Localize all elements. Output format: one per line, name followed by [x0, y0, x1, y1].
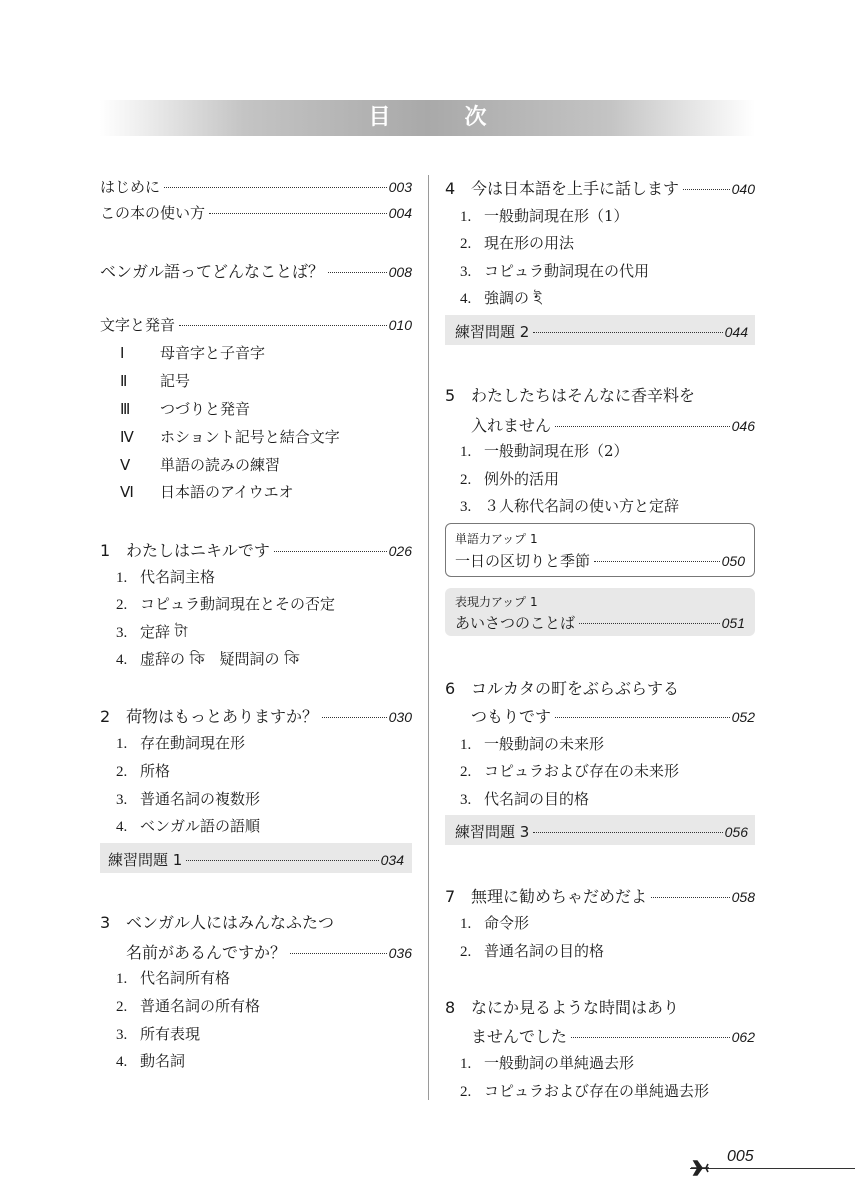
list-item: 1. 代名詞主格 — [116, 568, 216, 586]
list-item: 4. 動名詞 — [116, 1052, 186, 1070]
chapter-title-cont: 名前があるんですか？ — [126, 943, 287, 962]
entry-label: この本の使い方 — [100, 204, 206, 222]
dot-leader — [651, 897, 730, 898]
chapter-number: 4 — [445, 179, 456, 198]
chapter-page: 062 — [731, 1029, 755, 1045]
list-item: 2. 例外的活用 — [460, 470, 560, 488]
dot-leader — [179, 325, 387, 326]
toc-chapter-4[interactable] — [445, 176, 755, 199]
toc-entry-hajimeni[interactable] — [100, 176, 412, 197]
chapter-number: 1 — [100, 541, 111, 560]
chapter-title: ベンガル人にはみんなふたつ — [126, 913, 335, 932]
page-number: 005 — [727, 1148, 754, 1165]
entry-page: 003 — [388, 179, 412, 195]
list-item: 3. 代名詞の目的格 — [460, 790, 590, 808]
chapter-title: 荷物はもっとありますか？ — [126, 707, 319, 726]
entry-page: 010 — [388, 317, 412, 333]
toc-chapter-5-line2[interactable] — [471, 413, 755, 436]
dot-leader — [555, 717, 730, 718]
list-item: Ⅱ 記号 — [120, 372, 191, 390]
chapter-title-cont: ませんでした — [471, 1027, 568, 1046]
chapter-title-cont: 入れません — [471, 416, 552, 435]
chapter-number: 3 — [100, 913, 111, 932]
dot-leader — [290, 953, 387, 954]
page-title: 目 次 — [368, 105, 513, 130]
list-item: 1. 一般動詞現在形（2） — [460, 442, 629, 460]
chapter-page: 040 — [731, 181, 755, 197]
list-item: 2. 普通名詞の所有格 — [116, 997, 261, 1015]
exercise-page: 044 — [724, 324, 748, 340]
expression-page: 051 — [721, 615, 745, 631]
list-item: 1. 存在動詞現在形 — [116, 734, 246, 752]
vocab-box-label: 単語力アップ 1 — [455, 532, 538, 546]
chapter-title: 無理に勧めちゃだめだよ — [471, 887, 648, 906]
toc-chapter-8-line1[interactable] — [445, 995, 679, 1018]
toc-exercise-2[interactable] — [455, 321, 748, 342]
entry-label: ベンガル語ってどんなことば？ — [100, 262, 325, 281]
expression-title: あいさつのことば — [455, 614, 576, 632]
dot-leader — [533, 332, 722, 333]
dot-leader — [328, 272, 387, 273]
list-item: 2. コピュラ動詞現在とその否定 — [116, 595, 336, 613]
list-item: 4. 強調の ই — [460, 289, 542, 307]
dot-leader — [571, 1037, 730, 1038]
toc-exercise-3[interactable] — [455, 821, 748, 842]
list-item: 3. 普通名詞の複数形 — [116, 790, 261, 808]
entry-label: 文字と発音 — [100, 316, 176, 334]
list-item: 2. コピュラおよび存在の未来形 — [460, 762, 680, 780]
exercise-page: 056 — [724, 824, 748, 840]
list-item: 4. ベンガル語の語順 — [116, 817, 261, 835]
toc-chapter-2[interactable] — [100, 704, 412, 727]
toc-chapter-6-line2[interactable] — [471, 704, 755, 727]
entry-label: はじめに — [100, 178, 161, 196]
chapter-page: 026 — [388, 543, 412, 559]
chapter-page: 058 — [731, 889, 755, 905]
chapter-number: 7 — [445, 887, 456, 906]
list-item: 1. 一般動詞の未来形 — [460, 735, 605, 753]
chapter-number: 6 — [445, 679, 456, 698]
list-item: 3. 所有表現 — [116, 1025, 201, 1043]
list-item: Ⅲ つづりと発音 — [120, 400, 251, 418]
dot-leader — [164, 187, 387, 188]
chapter-title: コルカタの町をぶらぶらする — [471, 679, 680, 698]
dot-leader — [594, 561, 720, 562]
list-item: 3. 定辞 টা — [116, 623, 188, 641]
list-item: 2. 普通名詞の目的格 — [460, 942, 605, 960]
title-band — [100, 100, 755, 136]
toc-entry-tsukaikata[interactable] — [100, 202, 412, 223]
dot-leader — [322, 717, 387, 718]
dot-leader — [209, 213, 387, 214]
list-item: 4. 虚辞の কি 疑問詞の কি — [116, 650, 300, 668]
list-item: 2. コピュラおよび存在の単純過去形 — [460, 1082, 710, 1100]
dot-leader — [555, 426, 730, 427]
list-item: 2. 所格 — [116, 762, 171, 780]
list-item: 3. コピュラ動詞現在の代用 — [460, 262, 650, 280]
chapter-page: 030 — [388, 709, 412, 725]
list-item: Ⅴ 単語の読みの練習 — [120, 456, 281, 474]
chapter-title: なにか見るような時間はあり — [471, 998, 680, 1017]
dot-leader — [274, 551, 387, 552]
chapter-page: 052 — [731, 709, 755, 725]
list-item: 1. 一般動詞の単純過去形 — [460, 1054, 635, 1072]
toc-exercise-1[interactable] — [108, 849, 404, 870]
list-item: 1. 一般動詞現在形（1） — [460, 207, 629, 225]
toc-chapter-3-line2[interactable] — [126, 940, 412, 963]
chapter-page: 046 — [731, 418, 755, 434]
entry-page: 004 — [388, 205, 412, 221]
chapter-title: わたしはニキルです — [126, 541, 270, 560]
entry-page: 008 — [388, 264, 412, 280]
list-item: 3. ３人称代名詞の使い方と定辞 — [460, 497, 680, 515]
dot-leader — [533, 832, 722, 833]
exercise-label: 練習問題 3 — [455, 823, 530, 841]
toc-entry-bengali[interactable] — [100, 259, 412, 282]
toc-chapter-3-line1[interactable] — [100, 910, 334, 933]
chapter-title: 今は日本語を上手に話します — [471, 179, 680, 198]
vocab-title: 一日の区切りと季節 — [455, 552, 591, 570]
toc-chapter-1[interactable] — [100, 538, 412, 561]
toc-chapter-5-line1[interactable] — [445, 383, 695, 406]
list-item: 1. 代名詞所有格 — [116, 969, 231, 987]
expression-box-label: 表現力アップ 1 — [455, 595, 538, 609]
list-item: Ⅰ 母音字と子音字 — [120, 344, 266, 362]
list-item: Ⅳ ホショント記号と結合文字 — [120, 428, 340, 446]
chapter-number: 5 — [445, 386, 456, 405]
dot-leader — [186, 860, 378, 861]
chapter-title-cont: つもりです — [471, 707, 552, 726]
toc-entry-moji[interactable] — [100, 314, 412, 335]
toc-vocab-1[interactable] — [455, 550, 745, 571]
exercise-label: 練習問題 1 — [108, 851, 183, 869]
list-item: 1. 命令形 — [460, 914, 530, 932]
dot-leader — [683, 189, 730, 190]
chapter-number: 8 — [445, 998, 456, 1017]
toc-chapter-8-line2[interactable] — [471, 1024, 755, 1047]
footer-rule — [690, 1168, 855, 1169]
chapter-page: 036 — [388, 945, 412, 961]
vocab-page: 050 — [721, 553, 745, 569]
list-item: 2. 現在形の用法 — [460, 234, 575, 252]
exercise-label: 練習問題 2 — [455, 323, 530, 341]
column-divider — [428, 175, 429, 1100]
toc-chapter-7[interactable] — [445, 884, 755, 907]
dot-leader — [579, 623, 720, 624]
chapter-number: 2 — [100, 707, 111, 726]
exercise-page: 034 — [380, 852, 404, 868]
chapter-title: わたしたちはそんなに香辛料を — [471, 386, 696, 405]
toc-expression-1[interactable] — [455, 612, 745, 633]
toc-chapter-6-line1[interactable] — [445, 676, 679, 699]
list-item: Ⅵ 日本語のアイウエオ — [120, 483, 294, 501]
airplane-icon — [690, 1160, 710, 1176]
